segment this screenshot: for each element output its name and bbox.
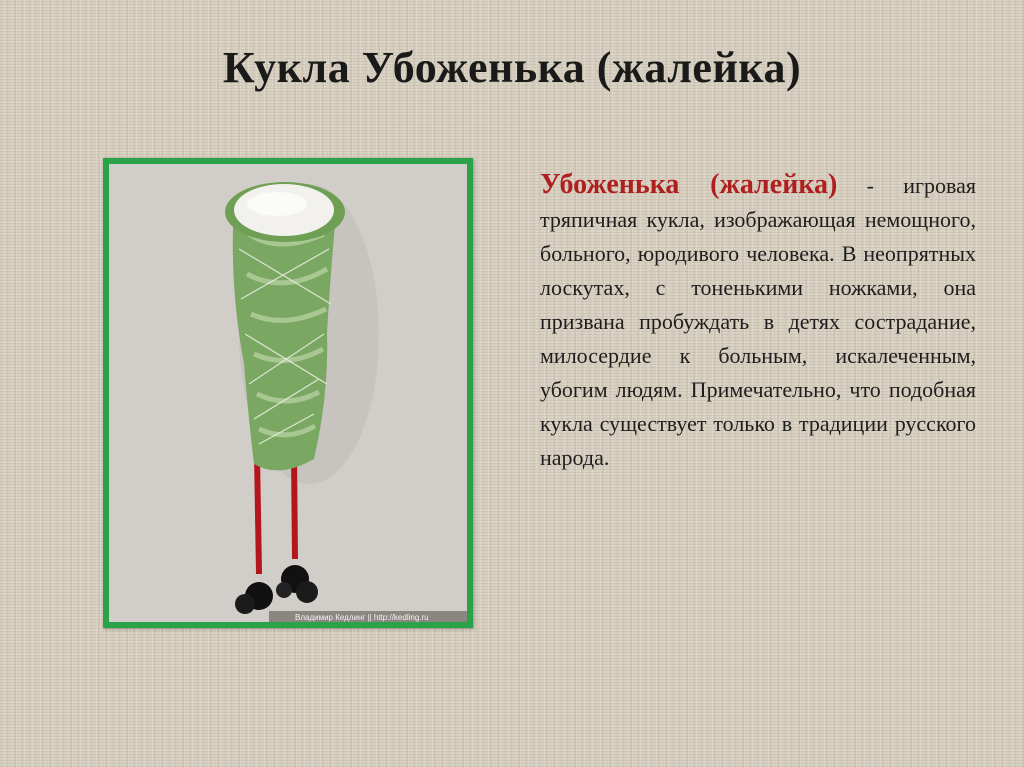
doll-description: [540, 168, 976, 475]
slide-title: Кукла Убоженька (жалейка): [222, 43, 802, 92]
description-body: игровая тряпичная кукла, изображающая немощного, больного, юродивого человека. В неопрятных лоскутах, с тоненькими ножками, она призвана пробуждать в детях сострадание, милосердие к больным, искалеченным, убогим людям. Примечательно, что подобная кукла существует только в традиции русского народа.: [540, 173, 977, 470]
doll-photo-frame: [103, 158, 473, 628]
description-term: Убоженька (жалейка): [540, 169, 838, 200]
photo-caption: Владимир Кедлинг || http://kedling.ru: [295, 613, 429, 622]
doll-photo: [109, 164, 467, 622]
description-dash: -: [837, 173, 874, 198]
